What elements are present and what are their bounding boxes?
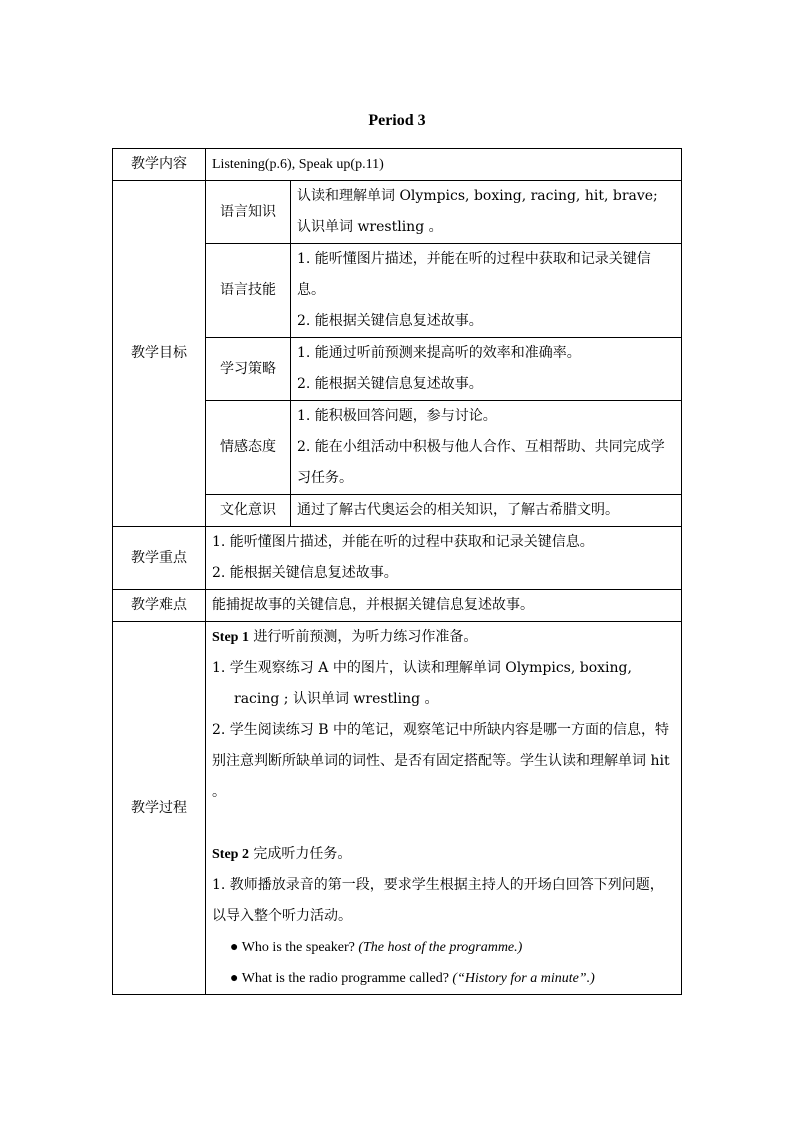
step2-heading xyxy=(212,839,675,870)
bullet-icon: ● xyxy=(230,940,239,955)
objective-knowledge-text: 认读和理解单词 Olympics, boxing, racing, hit, brave; 认识单词 wrestling 。 xyxy=(291,181,682,244)
row-process xyxy=(113,622,682,995)
key-point-2: 2. 能根据关键信息复述故事。 xyxy=(212,565,398,581)
row-difficulties xyxy=(113,590,682,622)
step1-label: Step 1 xyxy=(212,630,249,645)
sub-label-skills: 语言技能 xyxy=(206,244,291,338)
lesson-plan-table xyxy=(112,148,682,995)
teaching-content-value: Listening(p.6), Speak up(p.11) xyxy=(206,149,682,181)
label-process: 教学过程 xyxy=(113,622,206,995)
sub-label-culture: 文化意识 xyxy=(206,495,291,527)
attitude-line-2: 2. 能在小组活动中积极与他人合作、互相帮助、共同完成学习任务。 xyxy=(297,439,665,486)
step1-item2: 2. 学生阅读练习 B 中的笔记，观察笔记中所缺内容是哪一方面的信息，特别注意判断所缺单词的词性、是否有固定搭配等。学生认读和理解单词 hit 。 xyxy=(212,722,670,800)
row-objective-knowledge xyxy=(113,181,682,244)
strategy-line-1: 1. 能通过听前预测来提高听的效率和准确率。 xyxy=(297,345,581,361)
strategy-line-2: 2. 能根据关键信息复述故事。 xyxy=(297,376,483,392)
label-teaching-objectives: 教学目标 xyxy=(113,181,206,527)
bullet-icon: ● xyxy=(230,971,239,986)
row-teaching-content xyxy=(113,149,682,181)
difficulties-text: 能捕捉故事的关键信息，并根据关键信息复述故事。 xyxy=(206,590,682,622)
answer-1: (The host of the programme.) xyxy=(358,940,523,955)
step2-item1: 1. 教师播放录音的第一段，要求学生根据主持人的开场白回答下列问题，以导入整个听力活动。 xyxy=(212,877,664,924)
label-key-points: 教学重点 xyxy=(113,527,206,590)
objective-skills-text xyxy=(291,244,682,338)
spacer xyxy=(212,808,675,839)
objective-attitude-text xyxy=(291,401,682,495)
step1-item1-line2: racing ; 认识单词 wrestling 。 xyxy=(234,691,439,707)
step2-label: Step 2 xyxy=(212,847,249,862)
step1-title: 进行听前预测，为听力练习作准备。 xyxy=(248,629,478,645)
sub-label-knowledge: 语言知识 xyxy=(206,181,291,244)
answer-2: (“History for a minute”.) xyxy=(452,971,595,986)
page-title: Period 3 xyxy=(368,112,426,129)
key-points-text xyxy=(206,527,682,590)
step1-item1-line1: 1. 学生观察练习 A 中的图片，认读和理解单词 Olympics, boxing, xyxy=(212,660,632,676)
step1-heading xyxy=(212,622,675,653)
label-difficulties: 教学难点 xyxy=(113,590,206,622)
question-2: What is the radio programme called? xyxy=(241,971,453,986)
sub-label-attitude: 情感态度 xyxy=(206,401,291,495)
objective-culture-text: 通过了解古代奥运会的相关知识，了解古希腊文明。 xyxy=(291,495,682,527)
row-key-points xyxy=(113,527,682,590)
sub-label-strategy: 学习策略 xyxy=(206,338,291,401)
question-1: Who is the speaker? xyxy=(241,940,359,955)
bullet-question-2 xyxy=(212,963,675,994)
objective-strategy-text xyxy=(291,338,682,401)
bullet-question-1 xyxy=(212,932,675,963)
skills-line-1: 1. 能听懂图片描述，并能在听的过程中获取和记录关键信息。 xyxy=(297,251,651,298)
attitude-line-1: 1. 能积极回答问题，参与讨论。 xyxy=(297,408,497,424)
skills-line-2: 2. 能根据关键信息复述故事。 xyxy=(297,313,483,329)
step2-title: 完成听力任务。 xyxy=(248,846,352,862)
label-teaching-content: 教学内容 xyxy=(113,149,206,181)
process-text xyxy=(206,622,682,995)
key-point-1: 1. 能听懂图片描述，并能在听的过程中获取和记录关键信息。 xyxy=(212,534,594,550)
